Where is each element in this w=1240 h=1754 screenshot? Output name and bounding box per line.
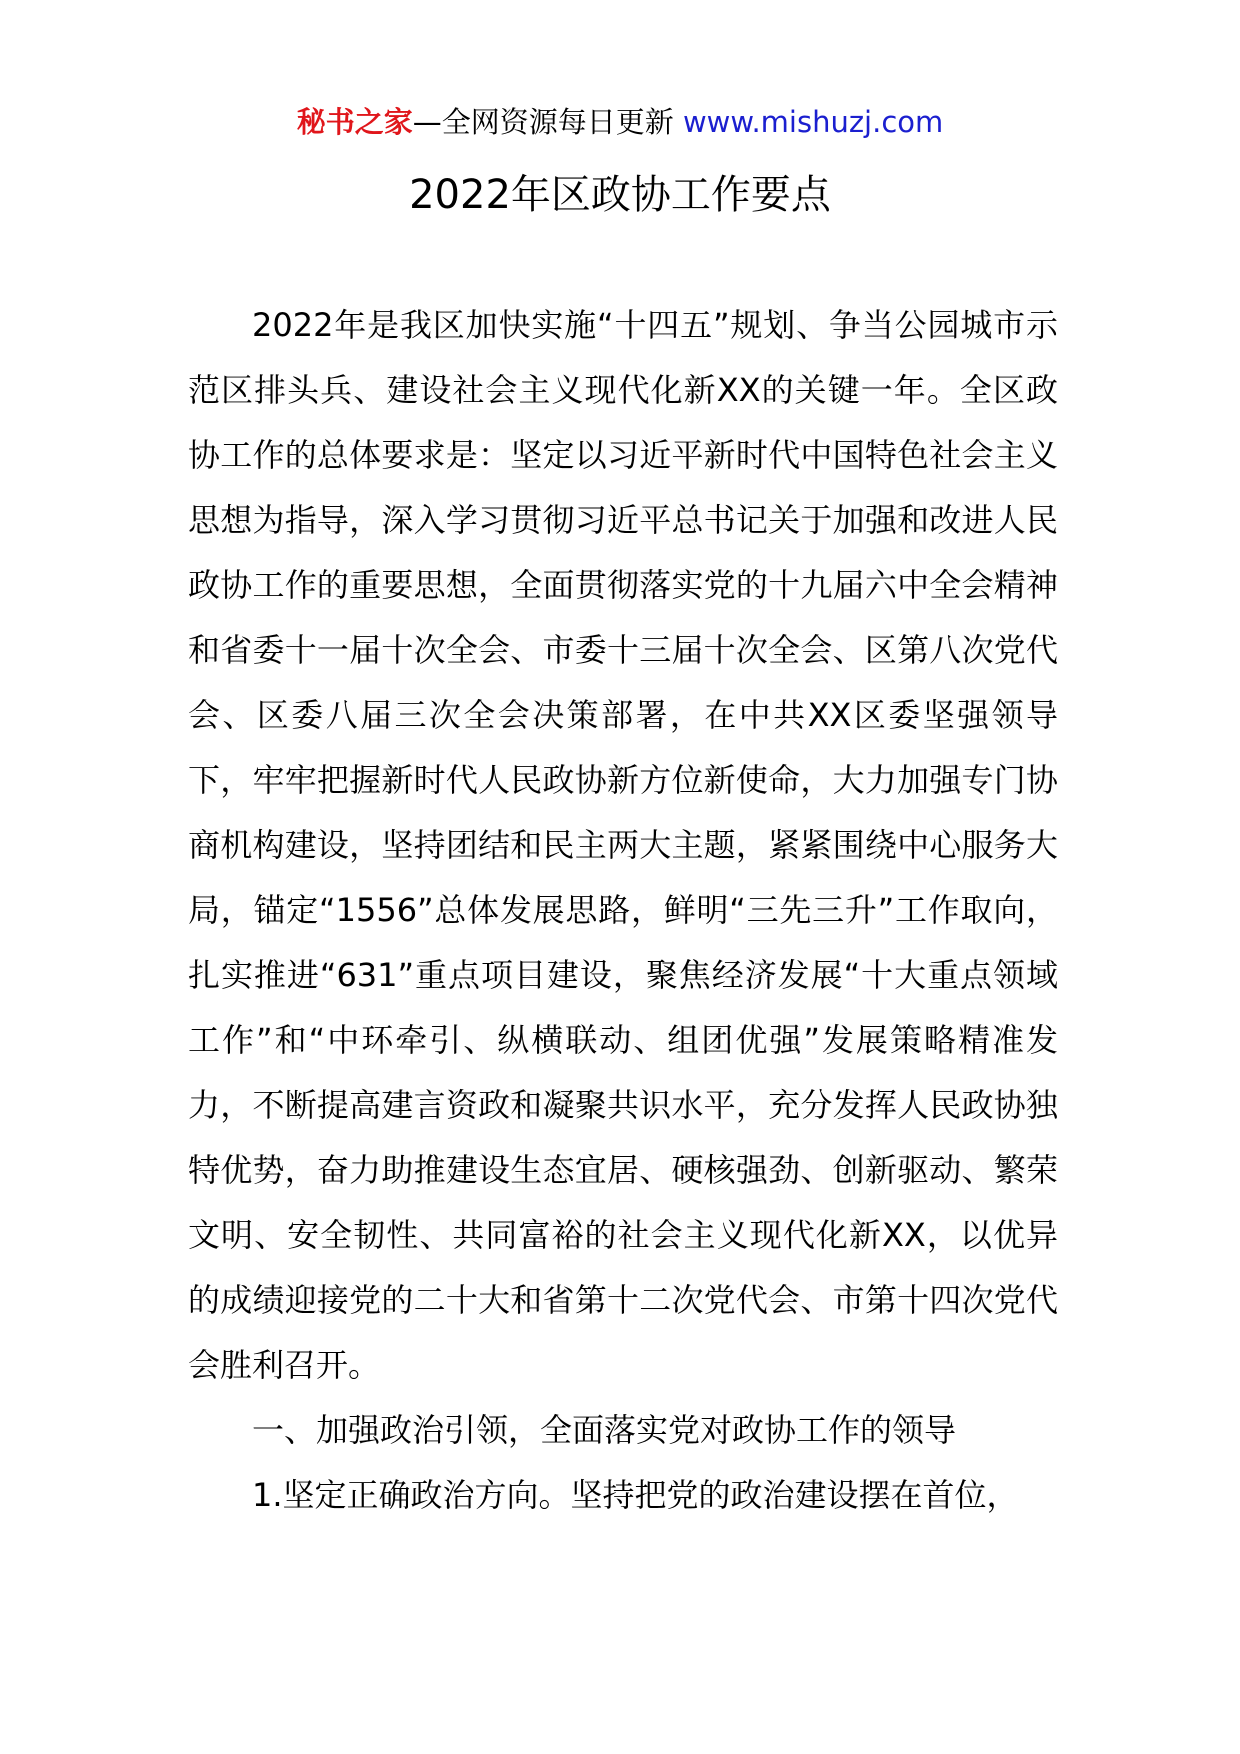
intro-paragraph: 2022年是我区加快实施“十四五”规划、争当公园城市示范区排头兵、建设社会主义现代化新XX的关键一年。全区政协工作的总体要求是：坚定以习近平新时代中国特色社会主义思想为指导，深入学习贯彻习近平总书记关于加强和改进人民政协工作的重要思想，全面贯彻落实党的十九届六中全会精神和省委十一届十次全会、市委十三届十次全会、区第八次党代会、区委八届三次全会决策部署，在中共XX区委坚强领导下，牢牢把握新时代人民政协新方位新使命，大力加强专门协商机构建设，坚持团结和民主两大主题，紧紧围绕中心服务大局，锚定“1556”总体发展思路，鲜明“三先三升”工作取向，扎实推进“631”重点项目建设，聚焦经济发展“十大重点领域工作”和“中环牵引、纵横联动、组团优强”发展策略精准发力，不断提高建言资政和凝聚共识水平，充分发挥人民政协独特优势，奋力助推建设生态宜居、硬核强劲、创新驱动、繁荣文明、安全韧性、共同富裕的社会主义现代化新XX，以优异的成绩迎接党的二十大和省第十二次党代会、市第十四次党代会胜利召开。 (188, 306, 1058, 1384)
section-heading-1: 一、加强政治引领，全面落实党对政协工作的领导 (252, 1411, 957, 1449)
site-brand: 秘书之家 (296, 105, 413, 139)
item-1: 1.坚定正确政治方向。坚持把党的政治建设摆在首位， (252, 1476, 1019, 1514)
document-body (188, 293, 1058, 1528)
document-title: 2022年区政协工作要点 (409, 172, 831, 218)
site-slogan: —全网资源每日更新 (412, 105, 683, 139)
site-header (0, 100, 1240, 144)
site-url-link[interactable]: www.mishuzj.com (682, 105, 944, 139)
